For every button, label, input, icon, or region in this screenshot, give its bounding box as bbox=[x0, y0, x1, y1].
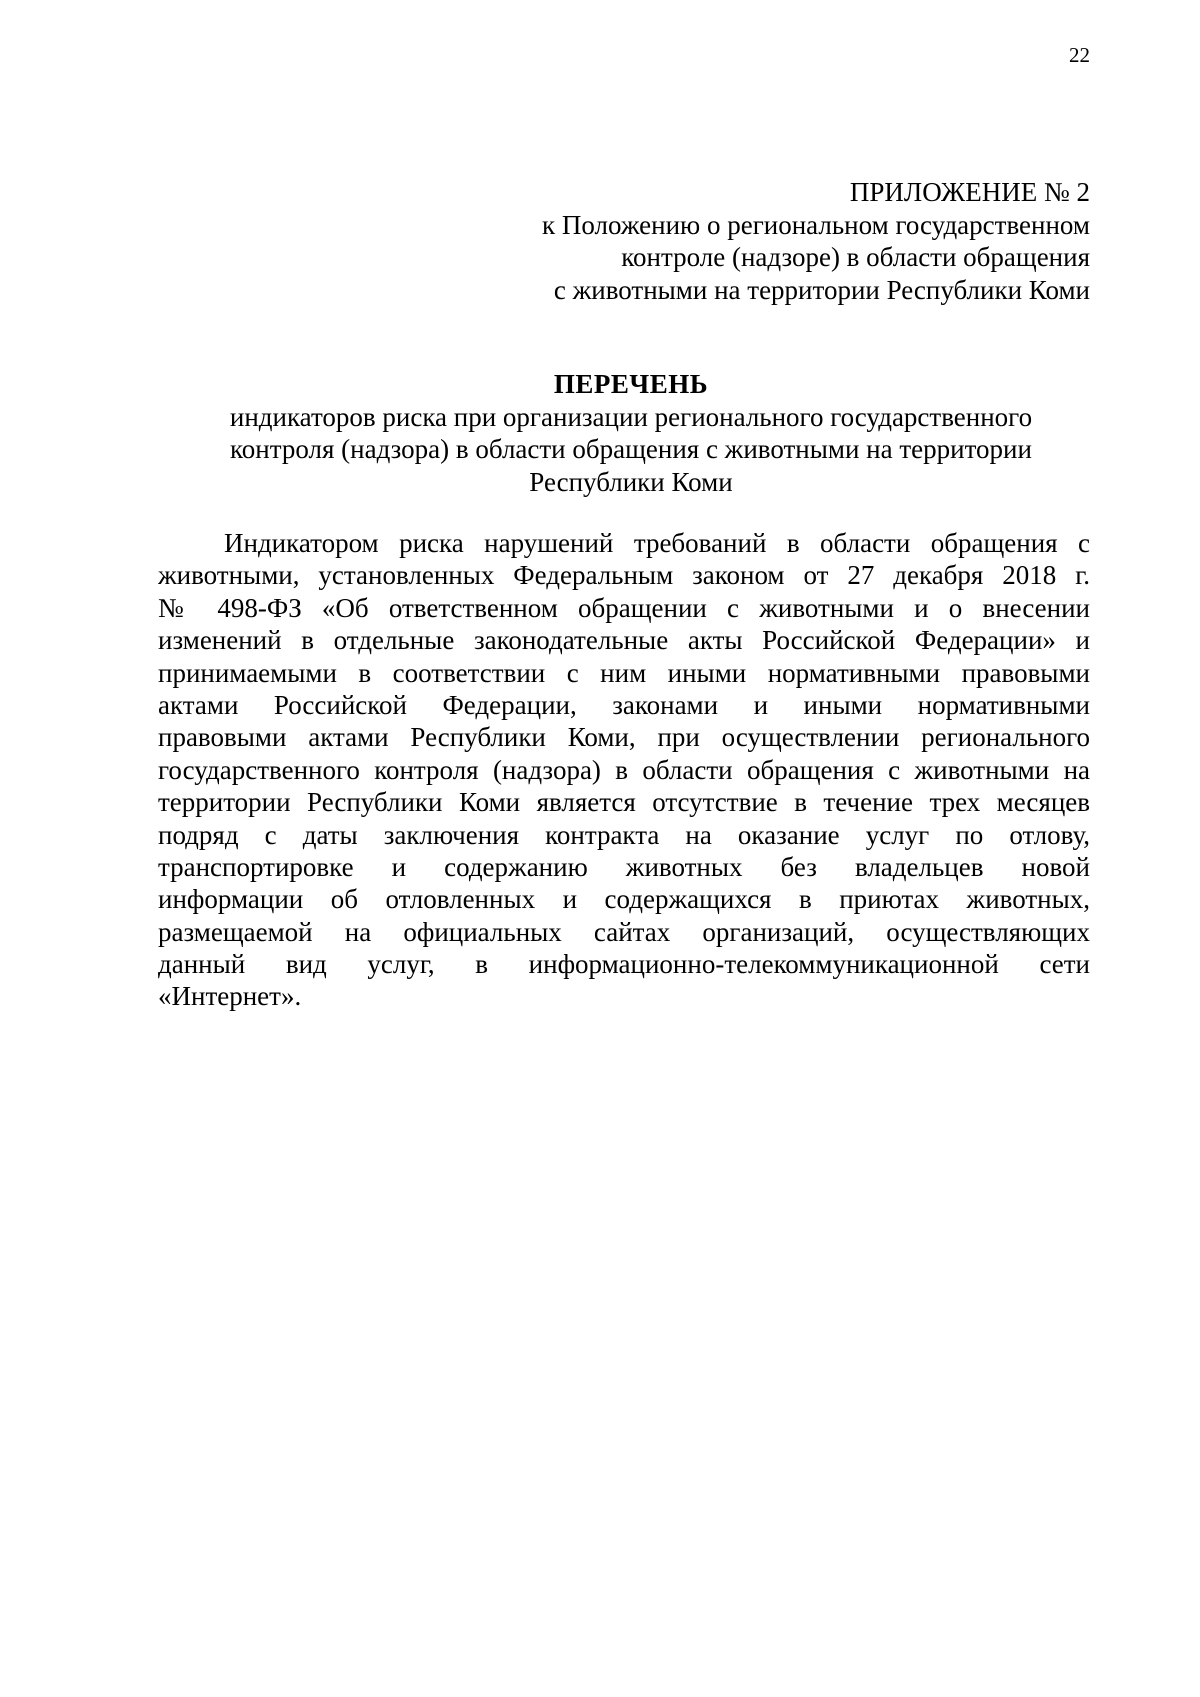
body-line: актами Российской Федерации, законами и иными нормативными bbox=[158, 689, 1090, 720]
heading-subtitle-line: контроля (надзора) в области обращения с животными на территории bbox=[230, 434, 1032, 464]
appendix-reference bbox=[450, 176, 1090, 306]
appendix-line: с животными на территории Республики Коми bbox=[553, 274, 1090, 305]
body-line: № 498-ФЗ «Об ответственном обращении с животными и о внесении bbox=[158, 592, 1090, 623]
body-line: данный вид услуг, в информационно-телекоммуникационной сети bbox=[158, 949, 1090, 980]
body-line: подряд с даты заключения контракта на оказание услуг по отлову, bbox=[158, 819, 1090, 850]
heading-title: ПЕРЕЧЕНЬ bbox=[553, 369, 709, 399]
body-line: животными, установленных Федеральным законом от 27 декабря 2018 г. bbox=[158, 560, 1090, 591]
appendix-title: ПРИЛОЖЕНИЕ № 2 bbox=[849, 177, 1090, 207]
body-line: правовыми актами Республики Коми, при осуществлении регионального bbox=[158, 722, 1090, 753]
body-line: территории Республики Коми является отсутствие в течение трех месяцев bbox=[158, 787, 1090, 818]
body-line: государственного контроля (надзора) в области обращения с животными на bbox=[158, 754, 1090, 785]
appendix-line: контроле (надзоре) в области обращения bbox=[621, 242, 1090, 272]
heading-subtitle-line: индикаторов риска при организации регионального государственного bbox=[229, 401, 1033, 432]
body-line: принимаемыми в соответствии с ним иными нормативными правовыми bbox=[158, 657, 1090, 688]
body-line: транспортировке и содержанию животных без владельцев новой bbox=[158, 851, 1090, 882]
document-heading bbox=[0, 368, 1200, 498]
body-line: информации об отловленных и содержащихся в приютах животных, bbox=[158, 884, 1090, 915]
heading-subtitle-line: Республики Коми bbox=[529, 466, 733, 497]
body-line: размещаемой на официальных сайтах организаций, осуществляющих bbox=[158, 916, 1090, 947]
body-line: изменений в отдельные законодательные акты Российской Федерации» и bbox=[158, 625, 1090, 656]
appendix-line: к Положению о региональном государственном bbox=[542, 209, 1090, 240]
page-number: 22 bbox=[1069, 43, 1090, 67]
body-paragraph bbox=[158, 527, 1090, 1013]
body-line: «Интернет». bbox=[158, 981, 302, 1012]
body-line: Индикатором риска нарушений требований в области обращения с bbox=[224, 528, 1090, 558]
